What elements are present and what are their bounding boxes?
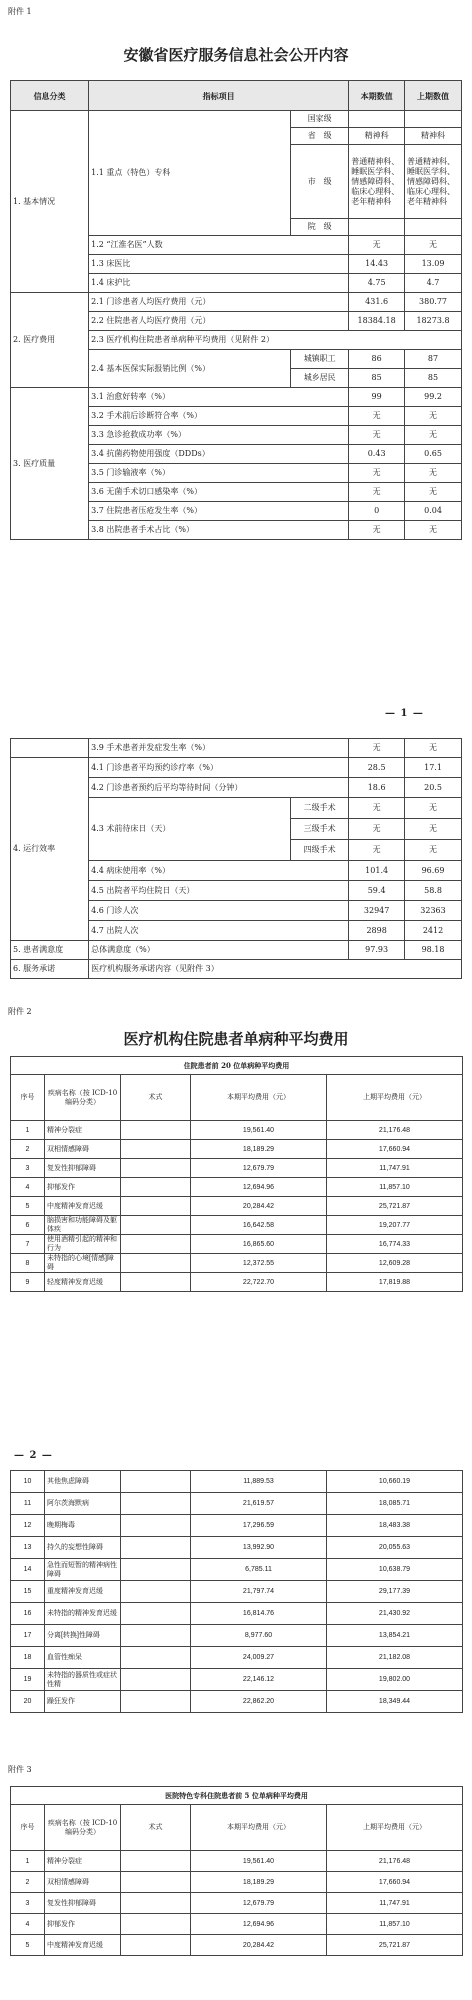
value-previous: 99.2	[405, 388, 462, 407]
procedure	[121, 1914, 191, 1935]
item-label: 2.2 住院患者人均医疗费用（元）	[89, 312, 349, 331]
header-current-cost: 本期平均费用（元）	[191, 1805, 327, 1851]
row-index: 1	[11, 1851, 45, 1872]
header-previous-cost: 上期平均费用（元）	[327, 1805, 463, 1851]
header-index: 序号	[11, 1075, 45, 1121]
disease-name: 持久的妄想性障碍	[45, 1537, 121, 1559]
previous-cost: 18,349.44	[327, 1691, 463, 1713]
procedure	[121, 1515, 191, 1537]
disease-name: 双相情感障碍	[45, 1140, 121, 1159]
value-previous: 无	[405, 840, 462, 861]
current-cost: 8,977.60	[191, 1625, 327, 1647]
procedure	[121, 1647, 191, 1669]
previous-cost: 17,660.94	[327, 1872, 463, 1893]
value-previous: 13.09	[405, 255, 462, 274]
previous-cost: 21,176.48	[327, 1121, 463, 1140]
previous-cost: 16,774.33	[327, 1235, 463, 1254]
current-cost: 20,284.42	[191, 1197, 327, 1216]
disease-name: 复发性抑郁障碍	[45, 1159, 121, 1178]
row-index: 3	[11, 1893, 45, 1914]
header-disease: 疾病名称（按 ICD-10 编码分类）	[45, 1805, 121, 1851]
previous-cost: 13,854.21	[327, 1625, 463, 1647]
current-cost: 24,009.27	[191, 1647, 327, 1669]
value-current: 32947	[349, 901, 405, 921]
value-previous: 58.8	[405, 881, 462, 901]
value-current: 无	[349, 819, 405, 840]
previous-cost: 18,085.71	[327, 1493, 463, 1515]
item-label: 4.1 门诊患者平均预约诊疗率（%）	[89, 758, 349, 778]
previous-cost: 11,747.91	[327, 1893, 463, 1914]
procedure	[121, 1872, 191, 1893]
procedure	[121, 1625, 191, 1647]
item-label: 3.8 出院患者手术占比（%）	[89, 521, 349, 540]
value-previous: 无	[405, 739, 462, 758]
header-category: 信息分类	[11, 81, 89, 111]
row-index: 11	[11, 1493, 45, 1515]
value-current: 28.5	[349, 758, 405, 778]
current-cost: 16,865.60	[191, 1235, 327, 1254]
current-cost: 18,189.29	[191, 1140, 327, 1159]
value-current: 59.4	[349, 881, 405, 901]
procedure	[121, 1140, 191, 1159]
previous-cost: 25,721.87	[327, 1935, 463, 1956]
disease-name: 未特指的精神发育迟缓	[45, 1603, 121, 1625]
item-label: 4.5 出院者平均住院日（天）	[89, 881, 349, 901]
value-previous: 17.1	[405, 758, 462, 778]
item-label: 4.3 术前待床日（天）	[89, 798, 291, 861]
value-previous: 32363	[405, 901, 462, 921]
procedure	[121, 1178, 191, 1197]
sub-label: 三级手术	[291, 819, 349, 840]
specialty-cost-table	[10, 1786, 463, 1956]
row-index: 6	[11, 1216, 45, 1235]
table-row	[11, 1121, 463, 1140]
sub-label: 城镇职工	[291, 350, 349, 369]
procedure	[121, 1691, 191, 1713]
header-current-cost: 本期平均费用（元）	[191, 1075, 327, 1121]
value-current: 431.6	[349, 293, 405, 312]
header-disease: 疾病名称（按 ICD-10 编码分类）	[45, 1075, 121, 1121]
table-row	[11, 1935, 463, 1956]
row-index: 18	[11, 1647, 45, 1669]
item-label: 3.2 手术前后诊断符合率（%）	[89, 407, 349, 426]
sub-label: 二级手术	[291, 798, 349, 819]
procedure	[121, 1851, 191, 1872]
previous-cost: 11,857.10	[327, 1914, 463, 1935]
disease-name: 复发性抑郁障碍	[45, 1893, 121, 1914]
row-index: 3	[11, 1159, 45, 1178]
table-row	[11, 1647, 463, 1669]
table-row	[11, 1178, 463, 1197]
table-row	[11, 1515, 463, 1537]
table-row	[11, 1603, 463, 1625]
table-row	[11, 1216, 463, 1235]
info-table	[10, 80, 462, 540]
value-current: 无	[349, 407, 405, 426]
table-caption: 住院患者前 20 位单病种平均费用	[11, 1057, 463, 1075]
annex-label: 附件 1	[8, 7, 32, 16]
table-row	[11, 1273, 463, 1292]
current-cost: 18,189.29	[191, 1872, 327, 1893]
table-row	[11, 1493, 463, 1515]
disease-name: 精神分裂症	[45, 1851, 121, 1872]
disease-name: 中度精神发育迟缓	[45, 1197, 121, 1216]
value-current: 无	[349, 840, 405, 861]
previous-cost: 11,857.10	[327, 1178, 463, 1197]
disease-name: 阿尔茨海默病	[45, 1493, 121, 1515]
table-row	[11, 1581, 463, 1603]
disease-cost-table-continued	[10, 1470, 463, 1713]
current-cost: 19,561.40	[191, 1851, 327, 1872]
current-cost: 16,814.76	[191, 1603, 327, 1625]
current-cost: 13,992.90	[191, 1537, 327, 1559]
value-current: 97.93	[349, 941, 405, 960]
disease-name: 未特指的心境[情感]障碍	[45, 1254, 121, 1273]
header-previous: 上期数值	[405, 81, 462, 111]
previous-cost: 12,609.28	[327, 1254, 463, 1273]
header-previous-cost: 上期平均费用（元）	[327, 1075, 463, 1121]
disease-name: 未特指的器质性或症状性精	[45, 1669, 121, 1691]
category-cost: 2. 医疗费用	[11, 293, 89, 388]
row-index: 8	[11, 1254, 45, 1273]
table-row	[11, 1669, 463, 1691]
table-row	[11, 1851, 463, 1872]
value-current: 无	[349, 426, 405, 445]
disease-name: 其他焦虑障碍	[45, 1471, 121, 1493]
current-cost: 22,146.12	[191, 1669, 327, 1691]
item-label: 4.2 门诊患者预约后平均等待时间（分钟）	[89, 778, 349, 798]
value-current: 无	[349, 798, 405, 819]
value-previous: 96.69	[405, 861, 462, 881]
disease-name: 脑损害和功能障碍及躯体疾	[45, 1216, 121, 1235]
row-index: 9	[11, 1273, 45, 1292]
disease-name: 急性而短暂的精神病性障碍	[45, 1559, 121, 1581]
value-previous: 98.18	[405, 941, 462, 960]
previous-cost: 17,660.94	[327, 1140, 463, 1159]
procedure	[121, 1197, 191, 1216]
current-cost: 22,722.70	[191, 1273, 327, 1292]
table-row	[11, 1471, 463, 1493]
current-cost: 21,619.57	[191, 1493, 327, 1515]
level-hospital: 院 级	[291, 219, 349, 236]
procedure	[121, 1254, 191, 1273]
previous-cost: 20,055.63	[327, 1537, 463, 1559]
value-previous: 2412	[405, 921, 462, 941]
row-index: 7	[11, 1235, 45, 1254]
table-row	[11, 1559, 463, 1581]
category-efficiency: 4. 运行效率	[11, 758, 89, 941]
category-satisfaction: 5. 患者满意度	[11, 941, 89, 960]
value-previous: 4.7	[405, 274, 462, 293]
table-row	[11, 1893, 463, 1914]
procedure	[121, 1559, 191, 1581]
value-current: 无	[349, 739, 405, 758]
previous-cost: 19,207.77	[327, 1216, 463, 1235]
item-label: 2.3 医疗机构住院患者单病种平均费用（见附件 2）	[89, 331, 462, 350]
value-current: 精神科	[349, 128, 405, 145]
row-index: 4	[11, 1914, 45, 1935]
disease-name: 轻度精神发育迟缓	[45, 1273, 121, 1292]
value-current: 普通精神科、睡眠医学科、情感障碍科、临床心理科、老年精神科	[349, 145, 405, 219]
page-number: — 1 —	[385, 708, 424, 719]
table-row	[11, 1197, 463, 1216]
row-index: 2	[11, 1140, 45, 1159]
header-index: 序号	[11, 1805, 45, 1851]
category-quality: 3. 医疗质量	[11, 388, 89, 540]
row-index: 5	[11, 1197, 45, 1216]
item-label: 3.6 无菌手术切口感染率（%）	[89, 483, 349, 502]
page-title: 安徽省医疗服务信息社会公开内容	[123, 46, 349, 64]
annex-label: 附件 2	[8, 1007, 32, 1016]
value-previous: 380.77	[405, 293, 462, 312]
value-current: 无	[349, 464, 405, 483]
value-previous: 85	[405, 369, 462, 388]
row-index: 17	[11, 1625, 45, 1647]
page-number: — 2 —	[14, 1450, 53, 1461]
previous-cost: 10,660.19	[327, 1471, 463, 1493]
row-index: 19	[11, 1669, 45, 1691]
item-label: 总体满意度（%）	[89, 941, 349, 960]
current-cost: 11,889.53	[191, 1471, 327, 1493]
row-index: 15	[11, 1581, 45, 1603]
section-title: 医疗机构住院患者单病种平均费用	[123, 1030, 349, 1048]
value-previous: 18273.8	[405, 312, 462, 331]
item-label: 3.9 手术患者并发症发生率（%）	[89, 739, 349, 758]
value-current: 14.43	[349, 255, 405, 274]
current-cost: 12,694.96	[191, 1914, 327, 1935]
value-previous: 无	[405, 819, 462, 840]
current-cost: 16,642.58	[191, 1216, 327, 1235]
value-current: 99	[349, 388, 405, 407]
value-current: 4.75	[349, 274, 405, 293]
value-previous: 无	[405, 521, 462, 540]
disease-name: 抑郁发作	[45, 1178, 121, 1197]
procedure	[121, 1669, 191, 1691]
value-current: 2898	[349, 921, 405, 941]
procedure	[121, 1603, 191, 1625]
row-index: 12	[11, 1515, 45, 1537]
item-label: 1.2 “江淮名医”人数	[89, 236, 349, 255]
item-label: 2.4 基本医保实际报销比例（%）	[89, 350, 291, 388]
current-cost: 12,679.79	[191, 1893, 327, 1914]
header-item: 指标项目	[89, 81, 349, 111]
value-previous: 无	[405, 407, 462, 426]
value-previous: 精神科	[405, 128, 462, 145]
disease-name: 使用酒精引起的精神和行为	[45, 1235, 121, 1254]
current-cost: 12,372.55	[191, 1254, 327, 1273]
table-row	[11, 1691, 463, 1713]
table-row	[11, 1872, 463, 1893]
value-previous: 0.65	[405, 445, 462, 464]
previous-cost: 11,747.91	[327, 1159, 463, 1178]
row-index: 1	[11, 1121, 45, 1140]
previous-cost: 18,483.38	[327, 1515, 463, 1537]
table-row	[11, 1159, 463, 1178]
table-row	[11, 1537, 463, 1559]
disease-name: 血管性痴呆	[45, 1647, 121, 1669]
disease-name: 晚期梅毒	[45, 1515, 121, 1537]
item-label: 3.1 治愈好转率（%）	[89, 388, 349, 407]
value-current: 0	[349, 502, 405, 521]
current-cost: 6,785.11	[191, 1559, 327, 1581]
value-current: 0.43	[349, 445, 405, 464]
value-current: 18384.18	[349, 312, 405, 331]
level-city: 市 级	[291, 145, 349, 219]
info-table-continued	[10, 738, 462, 979]
item-label: 4.4 病床使用率（%）	[89, 861, 349, 881]
previous-cost: 21,430.92	[327, 1603, 463, 1625]
row-index: 16	[11, 1603, 45, 1625]
value-current: 18.6	[349, 778, 405, 798]
value-previous: 普通精神科、睡眠医学科、情感障碍科、临床心理科、老年精神科	[405, 145, 462, 219]
previous-cost: 17,819.88	[327, 1273, 463, 1292]
previous-cost: 21,176.48	[327, 1851, 463, 1872]
table-row	[11, 1625, 463, 1647]
row-index: 14	[11, 1559, 45, 1581]
row-index: 4	[11, 1178, 45, 1197]
item-label: 3.3 急诊抢救成功率（%）	[89, 426, 349, 445]
value-previous: 无	[405, 426, 462, 445]
value-current: 101.4	[349, 861, 405, 881]
value-current: 无	[349, 236, 405, 255]
value-previous: 无	[405, 798, 462, 819]
table-row	[11, 1254, 463, 1273]
disease-name: 分离[转换]性障碍	[45, 1625, 121, 1647]
specialty-label: 1.1 重点（特色）专科	[89, 111, 291, 236]
disease-name: 躁狂发作	[45, 1691, 121, 1713]
current-cost: 22,862.20	[191, 1691, 327, 1713]
disease-name: 重度精神发育迟缓	[45, 1581, 121, 1603]
item-label: 3.7 住院患者压疮发生率（%）	[89, 502, 349, 521]
disease-name: 中度精神发育迟缓	[45, 1935, 121, 1956]
value-current: 无	[349, 521, 405, 540]
item-label: 2.1 门诊患者人均医疗费用（元）	[89, 293, 349, 312]
header-procedure: 术式	[121, 1075, 191, 1121]
item-label: 医疗机构服务承诺内容（见附件 3）	[89, 960, 462, 979]
row-index: 10	[11, 1471, 45, 1493]
annex-label: 附件 3	[8, 1765, 32, 1774]
level-national: 国家级	[291, 111, 349, 128]
table-row	[11, 1914, 463, 1935]
procedure	[121, 1471, 191, 1493]
procedure	[121, 1537, 191, 1559]
previous-cost: 21,182.08	[327, 1647, 463, 1669]
table-row	[11, 1235, 463, 1254]
disease-cost-table	[10, 1056, 463, 1292]
current-cost: 20,284.42	[191, 1935, 327, 1956]
disease-name: 双相情感障碍	[45, 1872, 121, 1893]
procedure	[121, 1235, 191, 1254]
item-label: 1.4 床护比	[89, 274, 349, 293]
category-service: 6. 服务承诺	[11, 960, 89, 979]
value-previous: 无	[405, 236, 462, 255]
category-basic: 1. 基本情况	[11, 111, 89, 293]
procedure	[121, 1121, 191, 1140]
header-procedure: 术式	[121, 1805, 191, 1851]
item-label: 3.5 门诊输液率（%）	[89, 464, 349, 483]
current-cost: 12,679.79	[191, 1159, 327, 1178]
value-current: 86	[349, 350, 405, 369]
current-cost: 17,296.59	[191, 1515, 327, 1537]
current-cost: 12,694.96	[191, 1178, 327, 1197]
procedure	[121, 1216, 191, 1235]
row-index: 2	[11, 1872, 45, 1893]
value-previous: 87	[405, 350, 462, 369]
item-label: 4.6 门诊人次	[89, 901, 349, 921]
procedure	[121, 1935, 191, 1956]
previous-cost: 25,721.87	[327, 1197, 463, 1216]
level-province: 省 级	[291, 128, 349, 145]
item-label: 3.4 抗菌药物使用强度（DDDs）	[89, 445, 349, 464]
value-previous: 无	[405, 483, 462, 502]
value-current: 85	[349, 369, 405, 388]
value-previous: 0.04	[405, 502, 462, 521]
disease-name: 精神分裂症	[45, 1121, 121, 1140]
disease-name: 抑郁发作	[45, 1914, 121, 1935]
table-caption: 医院特色专科住院患者前 5 位单病种平均费用	[11, 1787, 463, 1805]
header-current: 本期数值	[349, 81, 405, 111]
sub-label: 城乡居民	[291, 369, 349, 388]
procedure	[121, 1893, 191, 1914]
item-label: 1.3 床医比	[89, 255, 349, 274]
previous-cost: 10,638.79	[327, 1559, 463, 1581]
current-cost: 19,561.40	[191, 1121, 327, 1140]
table-row	[11, 1140, 463, 1159]
row-index: 5	[11, 1935, 45, 1956]
current-cost: 21,797.74	[191, 1581, 327, 1603]
procedure	[121, 1493, 191, 1515]
previous-cost: 19,802.00	[327, 1669, 463, 1691]
procedure	[121, 1159, 191, 1178]
row-index: 20	[11, 1691, 45, 1713]
procedure	[121, 1273, 191, 1292]
value-current: 无	[349, 483, 405, 502]
sub-label: 四级手术	[291, 840, 349, 861]
procedure	[121, 1581, 191, 1603]
value-previous: 20.5	[405, 778, 462, 798]
value-previous: 无	[405, 464, 462, 483]
item-label: 4.7 出院人次	[89, 921, 349, 941]
previous-cost: 29,177.39	[327, 1581, 463, 1603]
row-index: 13	[11, 1537, 45, 1559]
